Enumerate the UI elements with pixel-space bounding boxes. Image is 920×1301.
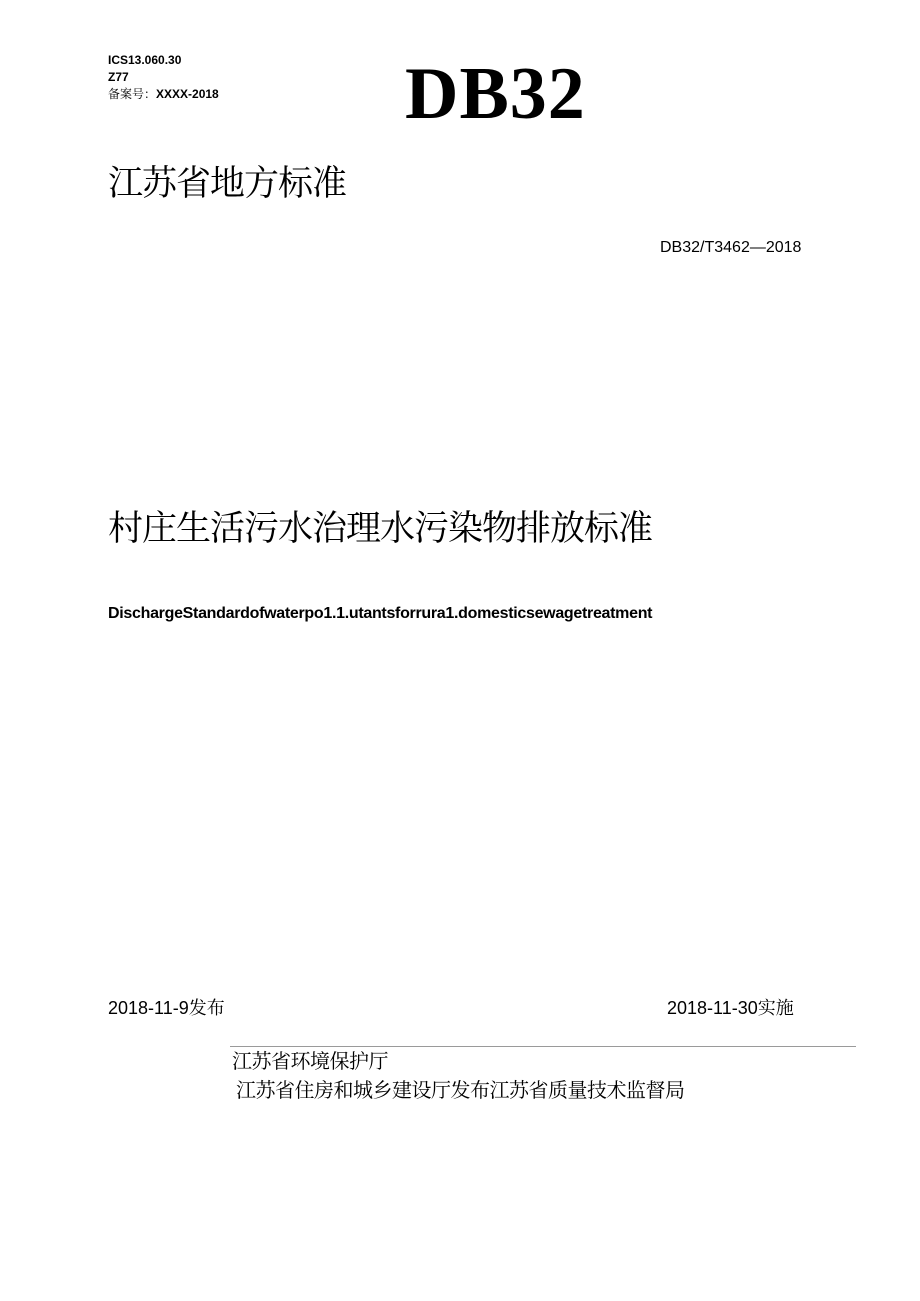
filing-value: XXXX-2018 bbox=[156, 87, 219, 101]
title-chinese: 村庄生活污水治理水污染物排放标准 bbox=[108, 509, 653, 548]
divider bbox=[230, 1046, 856, 1047]
publish-date: 2018-11-9发布 bbox=[108, 998, 225, 1018]
effective-date: 2018-11-30实施 bbox=[667, 998, 794, 1018]
title-english: DischargeStandardofwaterpo1.1.utantsforrura1.domesticsewagetreatment bbox=[108, 605, 653, 622]
standard-number: DB32/T3462—2018 bbox=[660, 239, 802, 256]
filing-number bbox=[108, 87, 219, 101]
standard-type: 江苏省地方标准 bbox=[108, 164, 347, 203]
issuer-line-2: 江苏省住房和城乡建设厅发布江苏省质量技术监督局 bbox=[236, 1080, 685, 1102]
filing-label: 备案号： bbox=[108, 87, 157, 101]
ccs-code: Z77 bbox=[108, 70, 129, 84]
ics-code: ICS13.060.30 bbox=[108, 53, 182, 67]
db32-logo: DB32 bbox=[405, 53, 586, 135]
issuer-line-1: 江苏省环境保护厅 bbox=[232, 1051, 388, 1073]
